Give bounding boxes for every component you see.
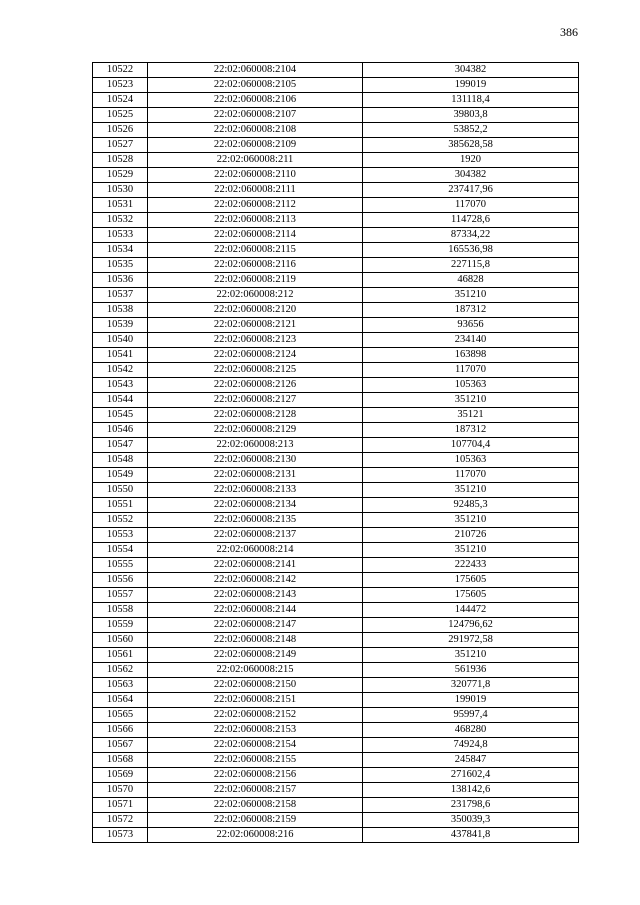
- row-number-cell: 10532: [93, 213, 148, 228]
- cadastral-number-cell: 22:02:060008:2144: [148, 603, 363, 618]
- row-number-cell: 10570: [93, 783, 148, 798]
- table-row: [93, 183, 579, 198]
- value-cell: 93656: [363, 318, 579, 333]
- value-cell: 175605: [363, 573, 579, 588]
- table-row: [93, 318, 579, 333]
- row-number-cell: 10557: [93, 588, 148, 603]
- table-row: [93, 753, 579, 768]
- value-cell: 351210: [363, 648, 579, 663]
- table-row: [93, 198, 579, 213]
- page-number: 386: [560, 25, 578, 39]
- cadastral-number-cell: 22:02:060008:2159: [148, 813, 363, 828]
- value-cell: 351210: [363, 543, 579, 558]
- table-row: [93, 528, 579, 543]
- row-number-cell: 10564: [93, 693, 148, 708]
- value-cell: 199019: [363, 693, 579, 708]
- row-number-cell: 10555: [93, 558, 148, 573]
- cadastral-number-cell: 22:02:060008:2116: [148, 258, 363, 273]
- cadastral-number-cell: 22:02:060008:2127: [148, 393, 363, 408]
- table-row: [93, 783, 579, 798]
- value-cell: 351210: [363, 483, 579, 498]
- value-cell: 144472: [363, 603, 579, 618]
- cadastral-number-cell: 22:02:060008:2143: [148, 588, 363, 603]
- value-cell: 163898: [363, 348, 579, 363]
- row-number-cell: 10540: [93, 333, 148, 348]
- value-cell: 39803,8: [363, 108, 579, 123]
- table-row: [93, 798, 579, 813]
- value-cell: 271602,4: [363, 768, 579, 783]
- row-number-cell: 10546: [93, 423, 148, 438]
- table-row: [93, 768, 579, 783]
- table-row: [93, 213, 579, 228]
- cadastral-number-cell: 22:02:060008:2158: [148, 798, 363, 813]
- cadastral-number-cell: 22:02:060008:2133: [148, 483, 363, 498]
- value-cell: 291972,58: [363, 633, 579, 648]
- table-row: [93, 708, 579, 723]
- cadastral-number-cell: 22:02:060008:2114: [148, 228, 363, 243]
- row-number-cell: 10544: [93, 393, 148, 408]
- value-cell: 234140: [363, 333, 579, 348]
- cadastral-number-cell: 22:02:060008:2125: [148, 363, 363, 378]
- cadastral-number-cell: 22:02:060008:2130: [148, 453, 363, 468]
- row-number-cell: 10548: [93, 453, 148, 468]
- value-cell: 437841,8: [363, 828, 579, 843]
- value-cell: 561936: [363, 663, 579, 678]
- row-number-cell: 10552: [93, 513, 148, 528]
- row-number-cell: 10571: [93, 798, 148, 813]
- cadastral-number-cell: 22:02:060008:2129: [148, 423, 363, 438]
- row-number-cell: 10527: [93, 138, 148, 153]
- row-number-cell: 10553: [93, 528, 148, 543]
- cadastral-number-cell: 22:02:060008:2115: [148, 243, 363, 258]
- cadastral-number-cell: 22:02:060008:2126: [148, 378, 363, 393]
- value-cell: 227115,8: [363, 258, 579, 273]
- table-row: [93, 813, 579, 828]
- row-number-cell: 10530: [93, 183, 148, 198]
- value-cell: 237417,96: [363, 183, 579, 198]
- cadastral-number-cell: 22:02:060008:2120: [148, 303, 363, 318]
- value-cell: 138142,6: [363, 783, 579, 798]
- value-cell: 53852,2: [363, 123, 579, 138]
- table-row: [93, 78, 579, 93]
- value-cell: 165536,98: [363, 243, 579, 258]
- cadastral-number-cell: 22:02:060008:2137: [148, 528, 363, 543]
- cadastral-number-cell: 22:02:060008:2151: [148, 693, 363, 708]
- value-cell: 1920: [363, 153, 579, 168]
- cadastral-number-cell: 22:02:060008:2135: [148, 513, 363, 528]
- value-cell: 105363: [363, 453, 579, 468]
- cadastral-number-cell: 22:02:060008:212: [148, 288, 363, 303]
- row-number-cell: 10561: [93, 648, 148, 663]
- row-number-cell: 10547: [93, 438, 148, 453]
- table-row: [93, 678, 579, 693]
- cadastral-number-cell: 22:02:060008:2155: [148, 753, 363, 768]
- cadastral-number-cell: 22:02:060008:216: [148, 828, 363, 843]
- table-row: [93, 633, 579, 648]
- cadastral-number-cell: 22:02:060008:2148: [148, 633, 363, 648]
- row-number-cell: 10526: [93, 123, 148, 138]
- value-cell: 468280: [363, 723, 579, 738]
- value-cell: 231798,6: [363, 798, 579, 813]
- value-cell: 351210: [363, 288, 579, 303]
- row-number-cell: 10539: [93, 318, 148, 333]
- table-row: [93, 498, 579, 513]
- cadastral-number-cell: 22:02:060008:214: [148, 543, 363, 558]
- table-row: [93, 393, 579, 408]
- table-row: [93, 483, 579, 498]
- table-row: [93, 573, 579, 588]
- cadastral-number-cell: 22:02:060008:2157: [148, 783, 363, 798]
- row-number-cell: 10541: [93, 348, 148, 363]
- cadastral-number-cell: 22:02:060008:2149: [148, 648, 363, 663]
- value-cell: 385628,58: [363, 138, 579, 153]
- cadastral-number-cell: 22:02:060008:2150: [148, 678, 363, 693]
- table-row: [93, 828, 579, 843]
- table-row: [93, 108, 579, 123]
- row-number-cell: 10554: [93, 543, 148, 558]
- table-row: [93, 63, 579, 78]
- table-row: [93, 153, 579, 168]
- cadastral-number-cell: 22:02:060008:2134: [148, 498, 363, 513]
- cadastral-number-cell: 22:02:060008:2153: [148, 723, 363, 738]
- value-cell: 304382: [363, 63, 579, 78]
- row-number-cell: 10573: [93, 828, 148, 843]
- row-number-cell: 10542: [93, 363, 148, 378]
- table-row: [93, 228, 579, 243]
- row-number-cell: 10559: [93, 618, 148, 633]
- value-cell: 105363: [363, 378, 579, 393]
- table-row: [93, 138, 579, 153]
- value-cell: 199019: [363, 78, 579, 93]
- table-row: [93, 513, 579, 528]
- table-row: [93, 738, 579, 753]
- value-cell: 87334,22: [363, 228, 579, 243]
- table-row: [93, 543, 579, 558]
- value-cell: 124796,62: [363, 618, 579, 633]
- cadastral-number-cell: 22:02:060008:2104: [148, 63, 363, 78]
- cadastral-number-cell: 22:02:060008:2123: [148, 333, 363, 348]
- row-number-cell: 10535: [93, 258, 148, 273]
- table-row: [93, 423, 579, 438]
- cadastral-number-cell: 22:02:060008:215: [148, 663, 363, 678]
- cadastral-number-cell: 22:02:060008:2156: [148, 768, 363, 783]
- value-cell: 350039,3: [363, 813, 579, 828]
- table-row: [93, 468, 579, 483]
- row-number-cell: 10568: [93, 753, 148, 768]
- table-row: [93, 603, 579, 618]
- cadastral-number-cell: 22:02:060008:2128: [148, 408, 363, 423]
- table-row: [93, 438, 579, 453]
- row-number-cell: 10531: [93, 198, 148, 213]
- cadastral-number-cell: 22:02:060008:213: [148, 438, 363, 453]
- cadastral-number-cell: 22:02:060008:2121: [148, 318, 363, 333]
- row-number-cell: 10565: [93, 708, 148, 723]
- value-cell: 107704,4: [363, 438, 579, 453]
- value-cell: 92485,3: [363, 498, 579, 513]
- row-number-cell: 10537: [93, 288, 148, 303]
- row-number-cell: 10566: [93, 723, 148, 738]
- table-row: [93, 663, 579, 678]
- cadastral-number-cell: 22:02:060008:2131: [148, 468, 363, 483]
- row-number-cell: 10558: [93, 603, 148, 618]
- row-number-cell: 10529: [93, 168, 148, 183]
- table-row: [93, 558, 579, 573]
- table-row: [93, 168, 579, 183]
- row-number-cell: 10536: [93, 273, 148, 288]
- value-cell: 304382: [363, 168, 579, 183]
- value-cell: 351210: [363, 393, 579, 408]
- row-number-cell: 10567: [93, 738, 148, 753]
- table-row: [93, 348, 579, 363]
- row-number-cell: 10543: [93, 378, 148, 393]
- value-cell: 35121: [363, 408, 579, 423]
- row-number-cell: 10563: [93, 678, 148, 693]
- cadastral-number-cell: 22:02:060008:2109: [148, 138, 363, 153]
- table-row: [93, 303, 579, 318]
- table-row: [93, 693, 579, 708]
- table-row: [93, 408, 579, 423]
- table-row: [93, 723, 579, 738]
- value-cell: 187312: [363, 423, 579, 438]
- value-cell: 131118,4: [363, 93, 579, 108]
- row-number-cell: 10549: [93, 468, 148, 483]
- row-number-cell: 10538: [93, 303, 148, 318]
- cadastral-number-cell: 22:02:060008:211: [148, 153, 363, 168]
- cadastral-number-cell: 22:02:060008:2106: [148, 93, 363, 108]
- row-number-cell: 10533: [93, 228, 148, 243]
- cadastral-number-cell: 22:02:060008:2152: [148, 708, 363, 723]
- table-row: [93, 378, 579, 393]
- cadastral-number-cell: 22:02:060008:2113: [148, 213, 363, 228]
- value-cell: 117070: [363, 363, 579, 378]
- data-table: [92, 62, 579, 843]
- row-number-cell: 10572: [93, 813, 148, 828]
- value-cell: 210726: [363, 528, 579, 543]
- table-row: [93, 453, 579, 468]
- table-row: [93, 618, 579, 633]
- value-cell: 74924,8: [363, 738, 579, 753]
- cadastral-number-cell: 22:02:060008:2141: [148, 558, 363, 573]
- table-row: [93, 258, 579, 273]
- cadastral-number-cell: 22:02:060008:2147: [148, 618, 363, 633]
- cadastral-number-cell: 22:02:060008:2105: [148, 78, 363, 93]
- cadastral-number-cell: 22:02:060008:2124: [148, 348, 363, 363]
- table-row: [93, 243, 579, 258]
- value-cell: 187312: [363, 303, 579, 318]
- value-cell: 46828: [363, 273, 579, 288]
- value-cell: 351210: [363, 513, 579, 528]
- row-number-cell: 10534: [93, 243, 148, 258]
- table-body: [93, 63, 579, 843]
- row-number-cell: 10556: [93, 573, 148, 588]
- table-row: [93, 363, 579, 378]
- row-number-cell: 10524: [93, 93, 148, 108]
- cadastral-number-cell: 22:02:060008:2107: [148, 108, 363, 123]
- value-cell: 175605: [363, 588, 579, 603]
- row-number-cell: 10550: [93, 483, 148, 498]
- cadastral-number-cell: 22:02:060008:2119: [148, 273, 363, 288]
- table-row: [93, 123, 579, 138]
- value-cell: 117070: [363, 198, 579, 213]
- value-cell: 245847: [363, 753, 579, 768]
- table-row: [93, 648, 579, 663]
- cadastral-number-cell: 22:02:060008:2111: [148, 183, 363, 198]
- row-number-cell: 10525: [93, 108, 148, 123]
- cadastral-number-cell: 22:02:060008:2112: [148, 198, 363, 213]
- table-row: [93, 588, 579, 603]
- value-cell: 95997,4: [363, 708, 579, 723]
- row-number-cell: 10523: [93, 78, 148, 93]
- table-row: [93, 93, 579, 108]
- value-cell: 222433: [363, 558, 579, 573]
- table-row: [93, 333, 579, 348]
- row-number-cell: 10551: [93, 498, 148, 513]
- row-number-cell: 10562: [93, 663, 148, 678]
- table-row: [93, 288, 579, 303]
- row-number-cell: 10522: [93, 63, 148, 78]
- value-cell: 320771,8: [363, 678, 579, 693]
- row-number-cell: 10545: [93, 408, 148, 423]
- value-cell: 114728,6: [363, 213, 579, 228]
- cadastral-number-cell: 22:02:060008:2108: [148, 123, 363, 138]
- table-row: [93, 273, 579, 288]
- row-number-cell: 10528: [93, 153, 148, 168]
- cadastral-number-cell: 22:02:060008:2154: [148, 738, 363, 753]
- row-number-cell: 10560: [93, 633, 148, 648]
- row-number-cell: 10569: [93, 768, 148, 783]
- cadastral-number-cell: 22:02:060008:2142: [148, 573, 363, 588]
- cadastral-number-cell: 22:02:060008:2110: [148, 168, 363, 183]
- value-cell: 117070: [363, 468, 579, 483]
